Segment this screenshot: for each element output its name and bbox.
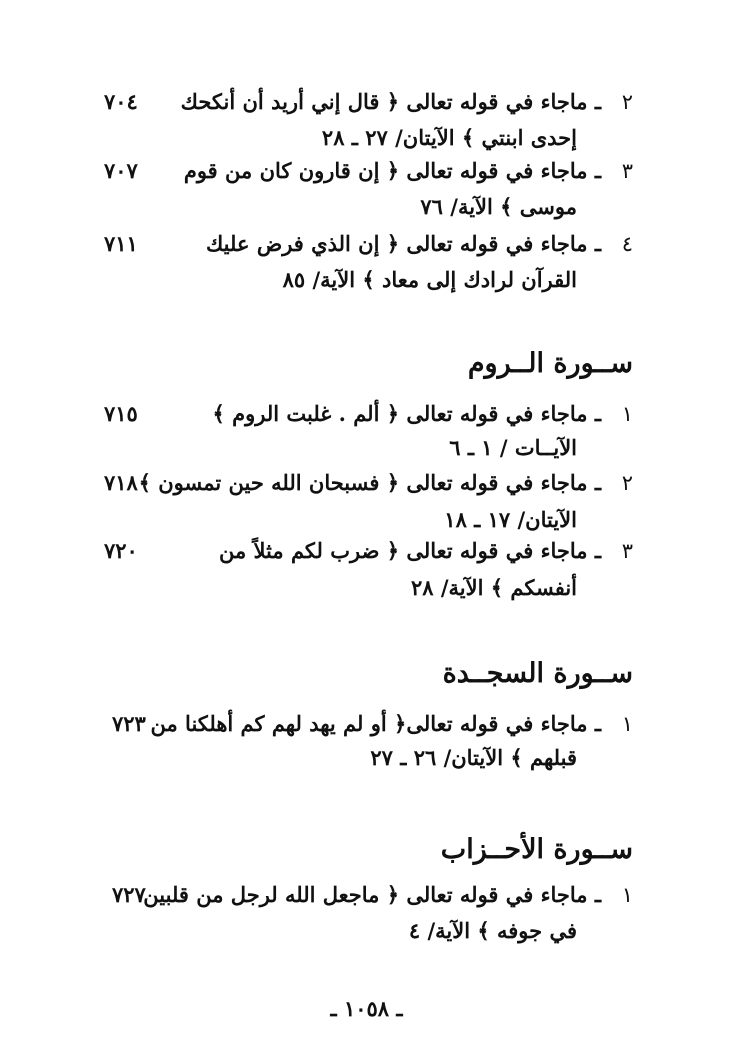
entry-number: ٢ — [621, 90, 633, 114]
entry-page-number: ٧١٥ — [104, 401, 138, 426]
entry-text-line1: ـ ماجاء في قوله تعالى ﴿ إن قارون كان من قوم — [183, 158, 601, 183]
entry-page-number: ٧٠٤ — [104, 89, 138, 114]
entry-page-number: ٧٢٧ — [112, 882, 146, 907]
section-title-sajda: ســورة السجــدة — [442, 658, 633, 689]
entry-number: ١ — [621, 883, 633, 907]
entry-number: ٣ — [621, 159, 633, 183]
entry-page-number: ٧٢٠ — [104, 538, 138, 563]
entry-text-line1: ـ ماجاء في قوله تعالى ﴿ فسبحان الله حين تمسون ﴾ — [138, 470, 601, 495]
entry-number: ١ — [621, 712, 633, 736]
entry-text-line2: الآيتان/ ١٧ ـ ١٨ — [444, 507, 577, 532]
entry-text-line1: ـ ماجاء في قوله تعالى ﴿ ماجعل الله لرجل من قلبين — [143, 882, 601, 907]
entry-page-number: ٧١١ — [104, 231, 138, 256]
entry-text-line2: أنفسكم ﴾ الآية/ ٢٨ — [411, 575, 577, 600]
entry-text-line1: ـ ماجاء في قوله تعالى ﴿ ألم . غلبت الروم ﴾ — [212, 401, 601, 426]
entry-text-line1: ـ ماجاء في قوله تعالى﴿ أو لم يهد لهم كم أهلكنا من — [150, 711, 601, 736]
entry-text-line2: في جوفه ﴾ الآية/ ٤ — [408, 918, 577, 943]
entry-number: ٣ — [621, 539, 633, 563]
entry-number: ٤ — [621, 232, 633, 256]
entry-text-line1: ـ ماجاء في قوله تعالى ﴿ ضرب لكم مثلاً من — [218, 538, 601, 563]
entry-page-number: ٧١٨ — [104, 470, 138, 495]
entry-text-line2: الآيــات / ١ ـ ٦ — [449, 435, 577, 460]
entry-text-line1: ـ ماجاء في قوله تعالى ﴿ إن الذي فرض عليك — [205, 231, 601, 256]
entry-text-line2: القرآن لرادك إلى معاد ﴾ الآية/ ٨٥ — [282, 267, 577, 292]
section-title-rum: ســورة الــروم — [467, 348, 633, 379]
section-title-ahzab: ســورة الأحــزاب — [440, 834, 633, 865]
page-number-footer: ـ ١٠٥٨ ـ — [330, 996, 403, 1021]
entry-page-number: ٧٠٧ — [104, 158, 138, 183]
entry-text-line2: قبلهم ﴾ الآيتان/ ٢٦ ـ ٢٧ — [370, 745, 577, 770]
entry-text-line1: ـ ماجاء في قوله تعالى ﴿ قال إني أريد أن أنكحك — [180, 89, 601, 114]
entry-text-line2: موسى ﴾ الآية/ ٧٦ — [420, 194, 577, 219]
entry-page-number: ٧٢٣ — [112, 711, 146, 736]
entry-number: ١ — [621, 402, 633, 426]
entry-text-line2: إحدى ابنتي ﴾ الآيتان/ ٢٧ ـ ٢٨ — [321, 125, 577, 150]
entry-number: ٢ — [621, 471, 633, 495]
